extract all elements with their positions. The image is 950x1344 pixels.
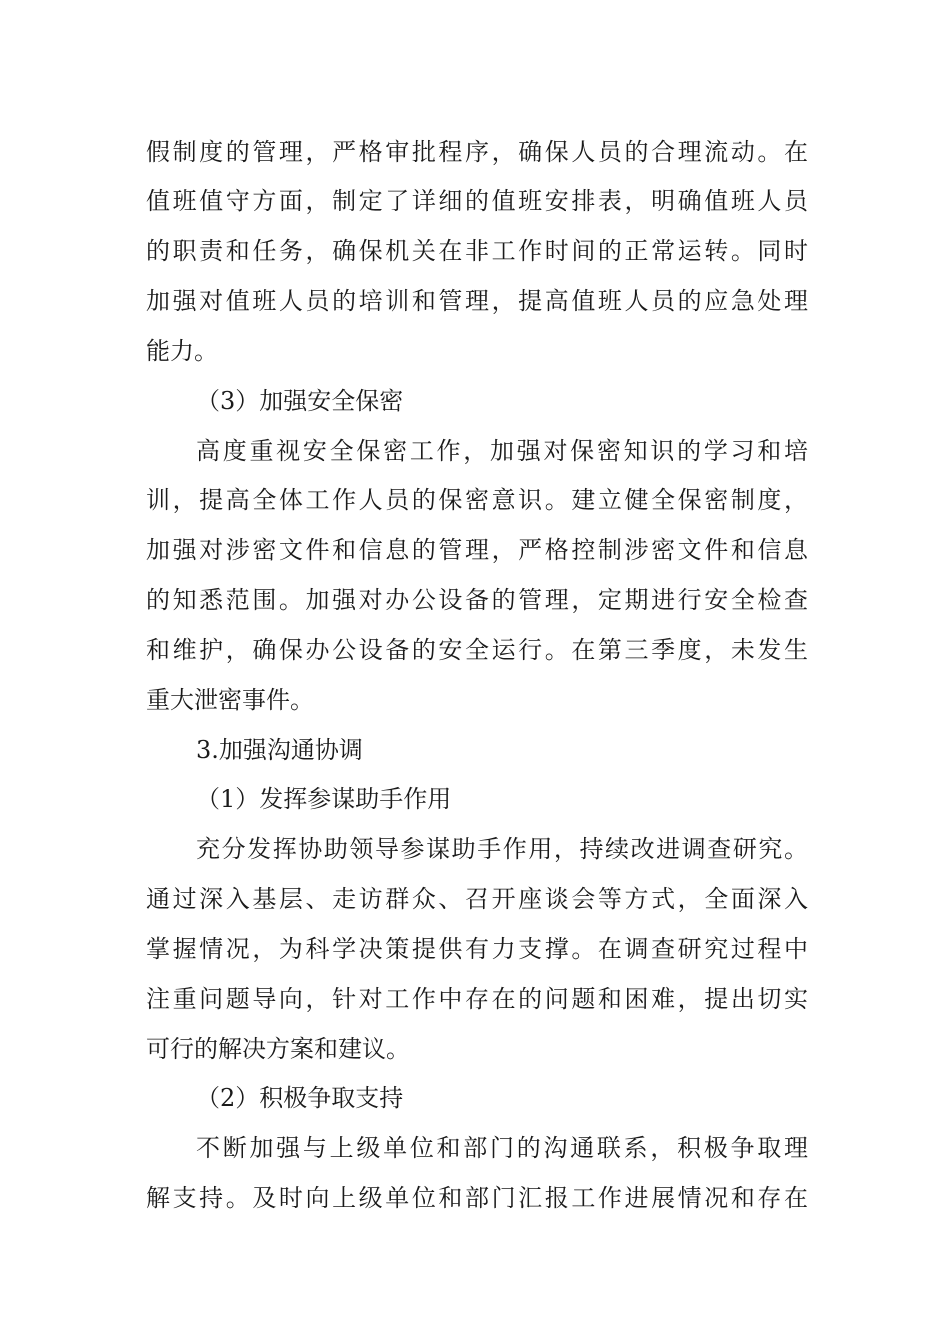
paragraph-line: 值班值守方面，制定了详细的值班安排表，明确值班人员 bbox=[146, 187, 808, 215]
section-heading: （2）积极争取支持 bbox=[196, 1084, 404, 1112]
paragraph-line: 加强对值班人员的培训和管理，提高值班人员的应急处理 bbox=[146, 287, 808, 315]
paragraph-line: 充分发挥协助领导参谋助手作用，持续改进调查研究。 bbox=[196, 835, 808, 863]
section-heading: （1）发挥参谋助手作用 bbox=[196, 785, 452, 813]
paragraph-line: 的职责和任务，确保机关在非工作时间的正常运转。同时 bbox=[146, 237, 808, 265]
paragraph-line: 解支持。及时向上级单位和部门汇报工作进展情况和存在 bbox=[146, 1184, 808, 1212]
section-heading: （3）加强安全保密 bbox=[196, 387, 404, 415]
paragraph-line: 假制度的管理，严格审批程序，确保人员的合理流动。在 bbox=[146, 138, 808, 166]
paragraph-line: 注重问题导向，针对工作中存在的问题和困难，提出切实 bbox=[146, 985, 808, 1013]
paragraph-line: 重大泄密事件。 bbox=[146, 686, 314, 714]
section-heading: 3.加强沟通协调 bbox=[196, 736, 363, 764]
paragraph-line: 训，提高全体工作人员的保密意识。建立健全保密制度， bbox=[146, 486, 808, 514]
paragraph-line: 通过深入基层、走访群众、召开座谈会等方式，全面深入 bbox=[146, 885, 808, 913]
paragraph-line: 的知悉范围。加强对办公设备的管理，定期进行安全检查 bbox=[146, 586, 808, 614]
paragraph-line: 掌握情况，为科学决策提供有力支撑。在调查研究过程中 bbox=[146, 935, 808, 963]
paragraph-line: 可行的解决方案和建议。 bbox=[146, 1035, 410, 1063]
paragraph-line: 加强对涉密文件和信息的管理，严格控制涉密文件和信息 bbox=[146, 536, 808, 564]
paragraph-line: 高度重视安全保密工作，加强对保密知识的学习和培 bbox=[196, 437, 808, 465]
paragraph-line: 不断加强与上级单位和部门的沟通联系，积极争取理 bbox=[196, 1134, 808, 1162]
paragraph-line: 能力。 bbox=[146, 337, 218, 365]
paragraph-line: 和维护，确保办公设备的安全运行。在第三季度，未发生 bbox=[146, 636, 808, 664]
